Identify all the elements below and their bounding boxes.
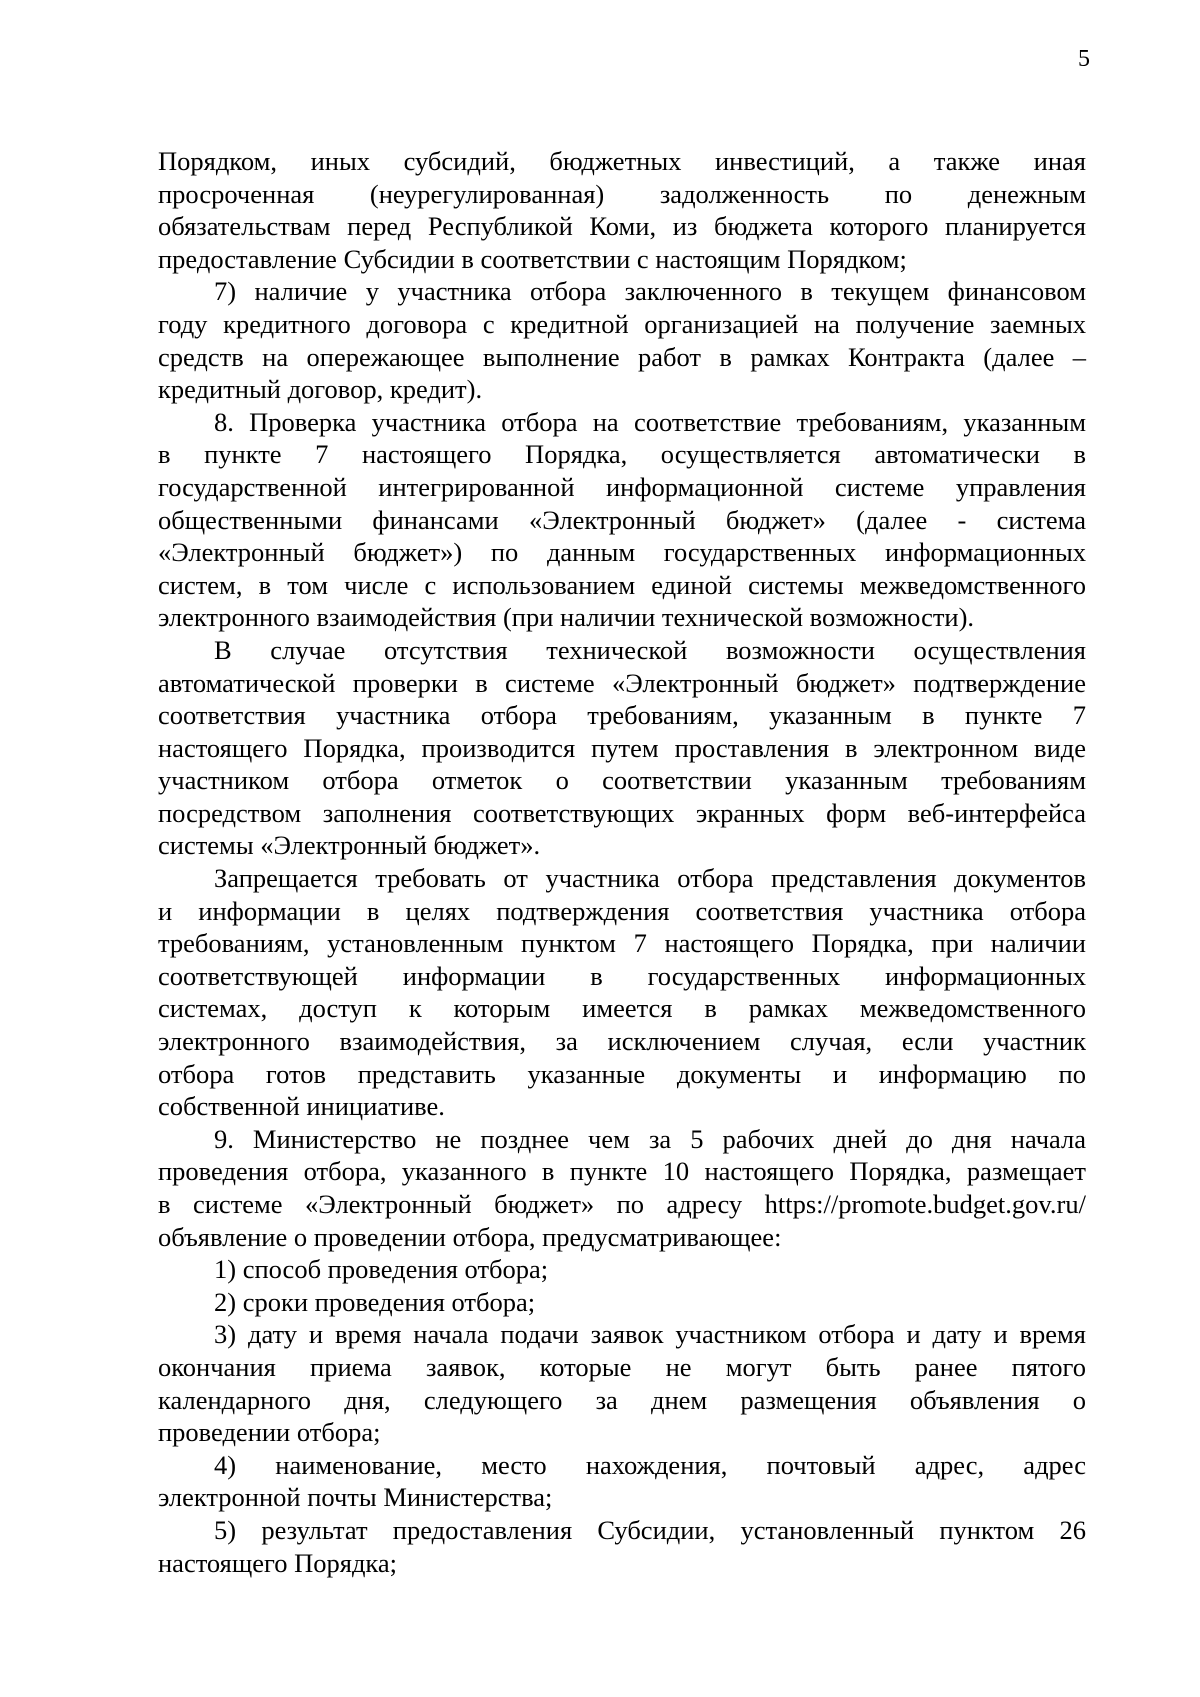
text-line: в пункте 7 настоящего Порядка, осуществляется автоматически в bbox=[158, 439, 1086, 470]
text-line: настоящего Порядка; bbox=[158, 1547, 398, 1578]
text-line: электронного взаимодействия, за исключением случая, если участник bbox=[158, 1026, 1086, 1057]
document-body bbox=[158, 145, 1086, 1579]
text-line: 5) результат предоставления Субсидии, установленный пунктом 26 bbox=[214, 1514, 1086, 1545]
text-line: «Электронный бюджет») по данным государственных информационных bbox=[158, 537, 1086, 568]
text-line: требованиям, установленным пунктом 7 настоящего Порядка, при наличии bbox=[158, 928, 1086, 959]
text-line: соответствующей информации в государственных информационных bbox=[158, 960, 1086, 991]
text-line: государственной интегрированной информационной системе управления bbox=[158, 471, 1086, 502]
text-line: систем, в том числе с использованием единой системы межведомственного bbox=[158, 569, 1086, 600]
text-line: электронной почты Министерства; bbox=[158, 1482, 553, 1513]
text-line: проведении отбора; bbox=[158, 1417, 381, 1448]
text-line: 7) наличие у участника отбора заключенного в текущем финансовом bbox=[214, 276, 1086, 307]
text-line: году кредитного договора с кредитной организацией на получение заемных bbox=[158, 308, 1086, 339]
text-line: 8. Проверка участника отбора на соответствие требованиям, указанным bbox=[214, 406, 1086, 437]
text-line: соответствия участника отбора требованиям, указанным в пункте 7 bbox=[158, 700, 1086, 731]
text-line: 4) наименование, место нахождения, почтовый адрес, адрес bbox=[214, 1449, 1086, 1480]
text-line: общественными финансами «Электронный бюджет» (далее - система bbox=[158, 504, 1086, 535]
text-line: проведения отбора, указанного в пункте 10 настоящего Порядка, размещает bbox=[158, 1156, 1086, 1187]
text-line: предоставление Субсидии в соответствии с настоящим Порядком; bbox=[158, 243, 907, 274]
text-line: средств на опережающее выполнение работ в рамках Контракта (далее – bbox=[158, 341, 1086, 372]
text-line: 1) способ проведения отбора; bbox=[214, 1254, 549, 1285]
text-line: системы «Электронный бюджет». bbox=[158, 830, 541, 861]
text-line: системах, доступ к которым имеется в рамках межведомственного bbox=[158, 993, 1086, 1024]
text-line: Запрещается требовать от участника отбора представления документов bbox=[214, 863, 1086, 894]
text-line: и информации в целях подтверждения соответствия участника отбора bbox=[158, 895, 1086, 926]
page-number: 5 bbox=[1078, 46, 1090, 72]
text-line: Порядком, иных субсидий, бюджетных инвестиций, а также иная bbox=[158, 146, 1086, 176]
text-line: автоматической проверки в системе «Электронный бюджет» подтверждение bbox=[158, 667, 1086, 698]
text-line: просроченная (неурегулированная) задолженность по денежным bbox=[158, 178, 1086, 209]
text-line: собственной инициативе. bbox=[158, 1091, 445, 1122]
text-line: участником отбора отметок о соответствии указанным требованиям bbox=[158, 765, 1086, 796]
text-line: 2) сроки проведения отбора; bbox=[214, 1286, 536, 1317]
text-line: настоящего Порядка, производится путем проставления в электронном виде bbox=[158, 732, 1086, 763]
text-line: 3) дату и время начала подачи заявок участником отбора и дату и время bbox=[214, 1319, 1086, 1350]
text-line: календарного дня, следующего за днем размещения объявления о bbox=[158, 1384, 1086, 1415]
text-line: обязательствам перед Республикой Коми, из бюджета которого планируется bbox=[158, 211, 1086, 242]
text-line: 9. Министерство не позднее чем за 5 рабочих дней до дня начала bbox=[214, 1123, 1086, 1154]
text-line: кредитный договор, кредит). bbox=[158, 374, 483, 405]
text-line: в системе «Электронный бюджет» по адресу https://promote.budget.gov.ru/ bbox=[158, 1189, 1086, 1219]
text-line: посредством заполнения соответствующих экранных форм веб-интерфейса bbox=[158, 797, 1086, 828]
text-line: объявление о проведении отбора, предусматривающее: bbox=[158, 1221, 782, 1252]
text-line: электронного взаимодействия (при наличии технической возможности). bbox=[158, 602, 975, 633]
text-line: отбора готов представить указанные документы и информацию по bbox=[158, 1058, 1086, 1089]
text-line: окончания приема заявок, которые не могут быть ранее пятого bbox=[158, 1351, 1086, 1382]
text-line: В случае отсутствия технической возможности осуществления bbox=[214, 634, 1086, 665]
